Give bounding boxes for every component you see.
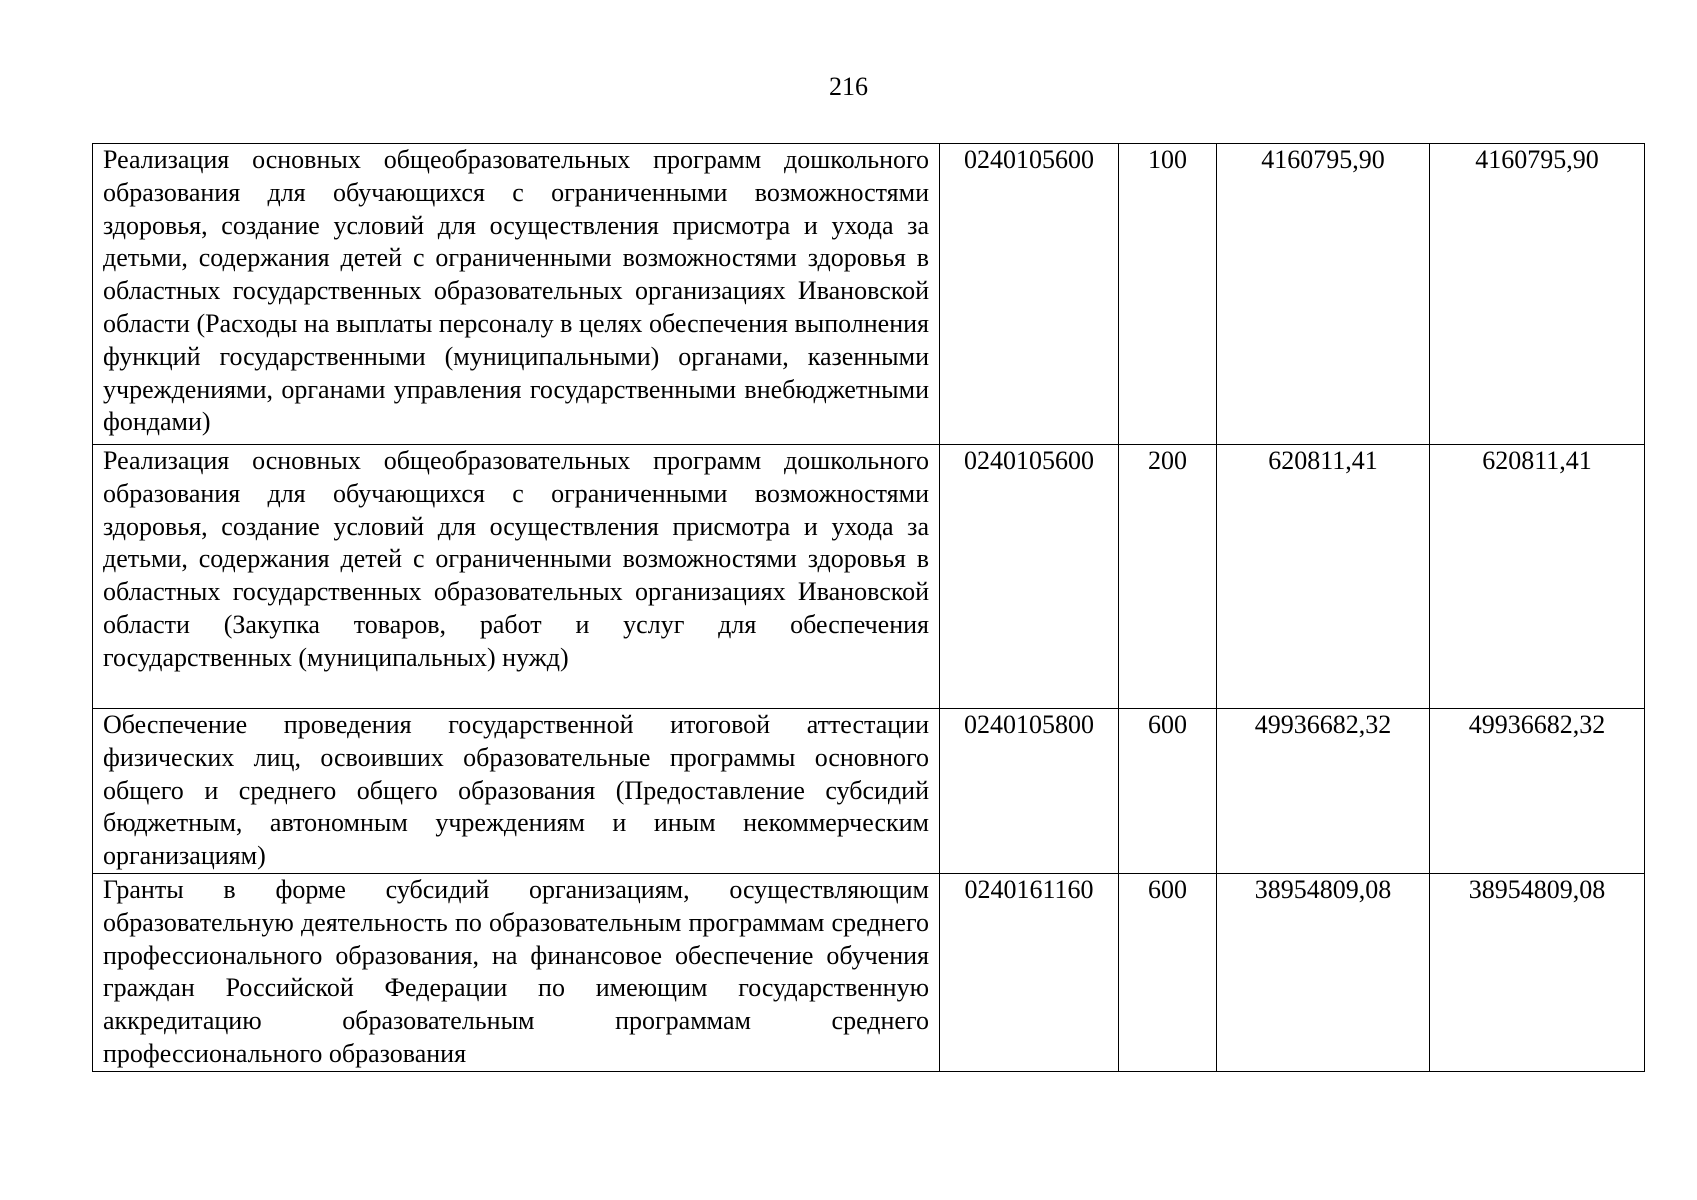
row-sum-2: 49936682,32 xyxy=(1430,709,1645,874)
row-expense-kind: 200 xyxy=(1119,445,1217,709)
row-sum-1: 4160795,90 xyxy=(1217,144,1430,445)
row-target-code: 0240161160 xyxy=(940,874,1119,1072)
row-expense-kind: 100 xyxy=(1119,144,1217,445)
row-sum-2: 4160795,90 xyxy=(1430,144,1645,445)
table-row xyxy=(93,709,1645,874)
table-row xyxy=(93,874,1645,1072)
row-expense-kind: 600 xyxy=(1119,709,1217,874)
row-sum-1: 49936682,32 xyxy=(1217,709,1430,874)
row-expense-kind: 600 xyxy=(1119,874,1217,1072)
row-sum-1: 38954809,08 xyxy=(1217,874,1430,1072)
row-description: Обеспечение проведения государственной итоговой аттестации физических лиц, освоивших образовательные программы основного общего и среднего общего образования (Предоставление субсидий бюджетным, автономным учреждениям и иным некоммерческим организациям) xyxy=(93,709,940,874)
row-sum-1: 620811,41 xyxy=(1217,445,1430,709)
row-description: Реализация основных общеобразовательных программ дошкольного образования для обучающихся с ограниченными возможностями здоровья, создание условий для осуществления присмотра и ухода за детьми, содержания детей с ограниченными возможностями здоровья в областных государственных образовательных организациях Ивановской области (Закупка товаров, работ и услуг для обеспечения государственных (муниципальных) нужд) xyxy=(93,445,940,709)
row-description: Гранты в форме субсидий организациям, осуществляющим образовательную деятельность по образовательным программам среднего профессионального образования, на финансовое обеспечение обучения граждан Российской Федерации по имеющим государственную аккредитацию образовательным программам среднего профессионального образования xyxy=(93,874,940,1072)
table-row xyxy=(93,445,1645,709)
row-sum-2: 38954809,08 xyxy=(1430,874,1645,1072)
row-target-code: 0240105600 xyxy=(940,445,1119,709)
row-target-code: 0240105600 xyxy=(940,144,1119,445)
row-description: Реализация основных общеобразовательных программ дошкольного образования для обучающихся с ограниченными возможностями здоровья, создание условий для осуществления присмотра и ухода за детьми, содержания детей с ограниченными возможностями здоровья в областных государственных образовательных организациях Ивановской области (Расходы на выплаты персоналу в целях обеспечения выполнения функций государственными (муниципальными) органами, казенными учреждениями, органами управления государственными внебюджетными фондами) xyxy=(93,144,940,445)
row-sum-2: 620811,41 xyxy=(1430,445,1645,709)
table-row xyxy=(93,144,1645,445)
budget-table xyxy=(92,143,1645,1072)
row-target-code: 0240105800 xyxy=(940,709,1119,874)
page-number: 216 xyxy=(829,72,868,101)
